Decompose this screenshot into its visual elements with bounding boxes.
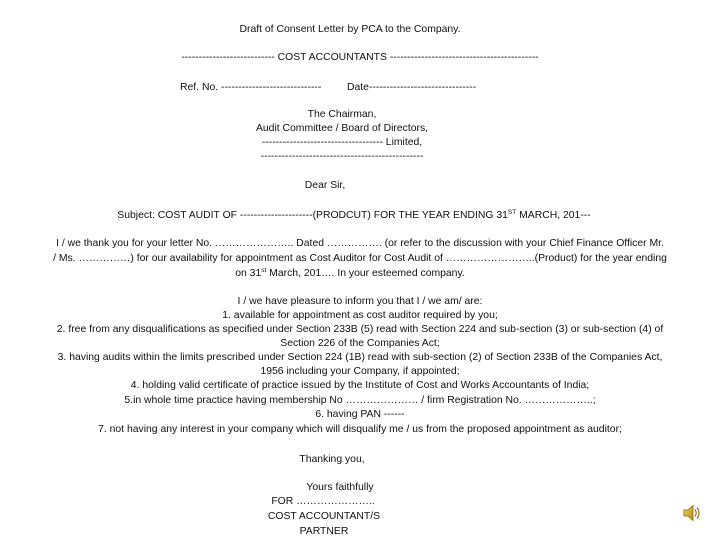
- condition-line: 6. having PAN ------: [315, 409, 405, 420]
- paragraph-text-end: March, 201…. In your esteemed company.: [266, 268, 465, 279]
- condition-line: 1956 including your Company, if appointed;: [260, 366, 460, 377]
- signatory: COST ACCOUNTANT/S: [267, 511, 381, 522]
- condition-line: 5.in whole time practice having membership No ………………… / firm Registration No. ………………..;: [124, 395, 596, 406]
- date-line: Date-------------------------------: [347, 82, 477, 93]
- paragraph-superscript: st: [261, 267, 267, 274]
- speaker-icon[interactable]: [682, 503, 702, 523]
- condition-line: 4. holding valid certificate of practice issued by the Institute of Cost and Works Accountants of India;: [130, 380, 590, 391]
- paragraph-text: on 31: [235, 268, 262, 279]
- intro-line: I / we have pleasure to inform you that I / we am/ are:: [237, 296, 483, 307]
- paragraph-line: [0, 269, 710, 279]
- signoff: Yours faithfully: [306, 482, 374, 493]
- subject-superscript: ST: [507, 209, 517, 216]
- condition-line: Section 226 of the Companies Act;: [280, 338, 440, 349]
- addressee-line: -----------------------------------------------: [260, 151, 424, 162]
- ref-no: Ref. No. -----------------------------: [180, 82, 322, 93]
- closing: Thanking you,: [299, 454, 365, 465]
- role: PARTNER: [299, 526, 349, 537]
- addressee-line: Audit Committee / Board of Directors,: [255, 123, 429, 134]
- firm-line: --------------------------- COST ACCOUNTANTS -------------------------------------------: [181, 52, 539, 63]
- condition-line: 1. available for appointment as cost auditor required by you;: [222, 310, 498, 321]
- paragraph-line: / Ms. ……………) for our availability for appointment as Cost Auditor for Cost Audit of ……………………..(Product) for the year ending: [53, 253, 667, 264]
- condition-line: 2. free from any disqualifications as specified under Section 233B (5) read with Section 224 and sub-section (3) or sub-section (4) of: [56, 324, 664, 335]
- addressee-line: ----------------------------------- Limited,: [261, 137, 423, 148]
- condition-line: 3. having audits within the limits prescribed under Section 224 (1B) read with sub-section (2) of Section 233B of the Companies Act,: [57, 352, 663, 363]
- addressee-line: The Chairman,: [307, 109, 377, 120]
- subject-text: Subject: COST AUDIT OF ---------------------(PRODCUT) FOR THE YEAR ENDING 31: [117, 210, 508, 221]
- condition-line: 7. not having any interest in your company which will disqualify me / us from the proposed appointment as auditor;: [98, 424, 622, 435]
- salutation: Dear Sir,: [304, 180, 346, 191]
- for-line: FOR …………………..: [271, 496, 375, 507]
- letter-heading: Draft of Consent Letter by PCA to the Company.: [239, 24, 461, 35]
- subject-text-end: MARCH, 201---: [516, 210, 591, 221]
- subject-line: [0, 211, 714, 221]
- paragraph-line: I / we thank you for your letter No. ………………….. Dated ……………. (or refer to the discussion with your Chief Finance Officer Mr.: [56, 238, 664, 249]
